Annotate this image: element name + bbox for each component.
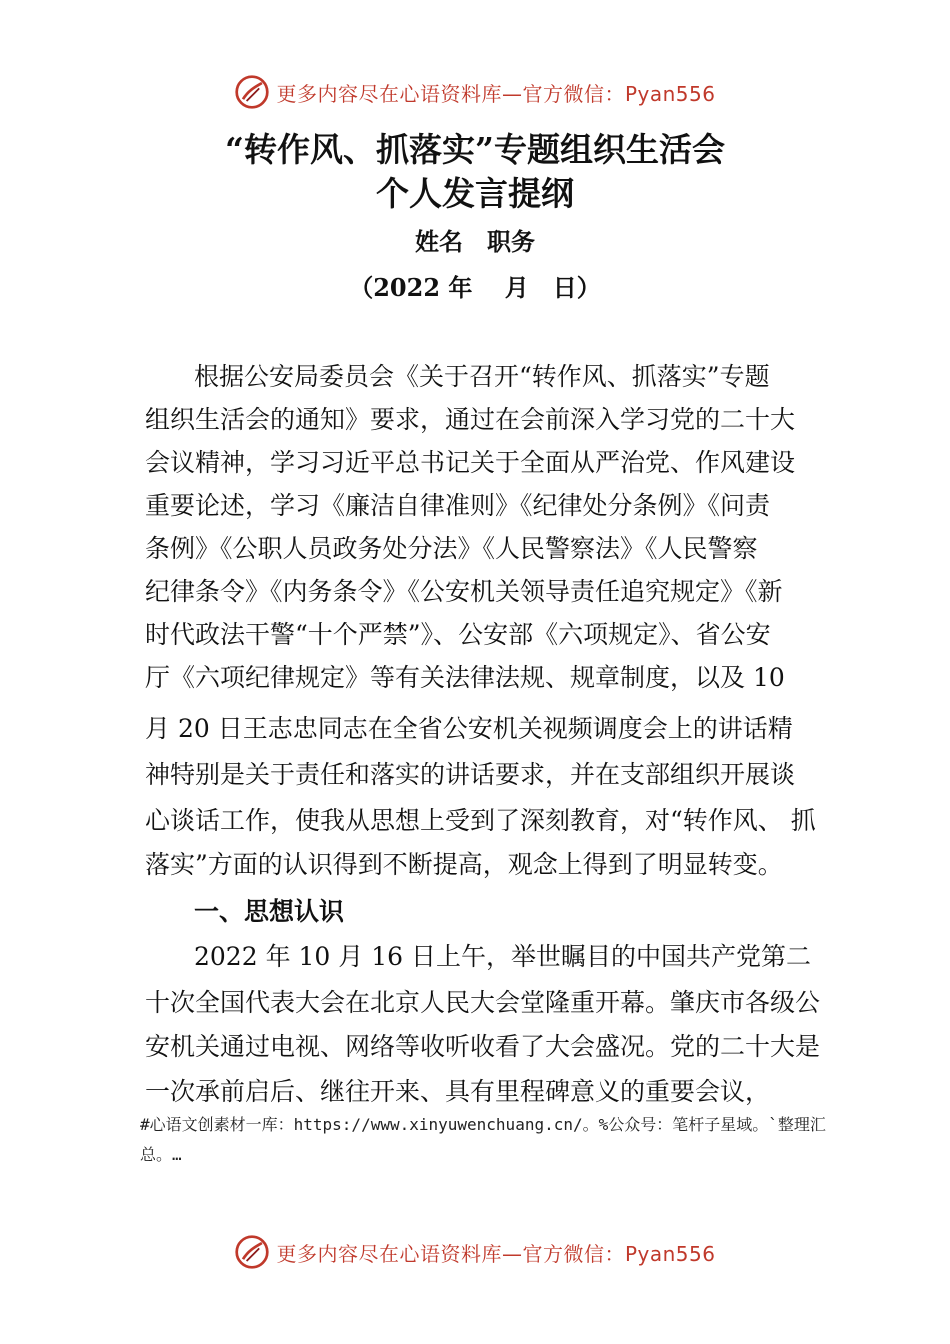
footer-watermark-banner [0, 1232, 950, 1272]
logo-icon [234, 74, 270, 110]
section-line: 十次全国代表大会在北京人民大会堂隆重开幕。肇庆市各级公 [145, 988, 821, 1017]
paragraph-line: 厅《六项纪律规定》等有关法律法规、规章制度，以及 10 [145, 663, 785, 692]
paragraph-line: 根据公安局委员会《关于召开“转作风、抓落实”专题 [194, 362, 770, 391]
paragraph-line: 重要论述，学习《廉洁自律准则》《纪律处分条例》《问责 [145, 491, 771, 520]
paragraph-line: 落实”方面的认识得到不断提高，观念上得到了明显转变。 [145, 850, 783, 879]
paragraph-line: 组织生活会的通知》要求，通过在会前深入学习党的二十大 [145, 405, 796, 434]
paragraph-line: 时代政法干警“十个严禁”》、公安部《六项规定》、省公安 [145, 620, 771, 649]
paragraph-line: 会议精神，学习习近平总书记关于全面从严治党、作风建设 [145, 448, 796, 477]
paragraph-line: 心谈话工作，使我从思想上受到了深刻教育，对“转作风、 抓 [145, 806, 816, 835]
footer-note-line-1: #心语文创素材一库：https://www.xinyuwenchuang.cn/。%公众号：笔杆子星域。`整理汇 [140, 1115, 826, 1134]
section-line: 一次承前启后、继往开来、具有里程碑意义的重要会议， [145, 1077, 771, 1106]
logo-icon [234, 1234, 270, 1270]
paragraph-line: 神特别是关于责任和落实的讲话要求，并在支部组织开展谈 [145, 760, 796, 789]
page-title-line-2: 个人发言提纲 [376, 174, 574, 213]
name-role-line: 姓名 职务 [415, 227, 535, 256]
section-line: 2022 年 10 月 16 日上午，举世瞩目的中国共产党第二 [194, 942, 811, 971]
page-title-line-1: “转作风、抓落实”专题组织生活会 [225, 130, 725, 169]
footer-note-line-2: 总。… [140, 1145, 182, 1164]
header-watermark-banner [0, 72, 950, 112]
banner-text: 更多内容尽在心语资料库—官方微信：Pyan556 [276, 1241, 716, 1266]
paragraph-line: 纪律条令》《内务条令》《公安机关领导责任追究规定》《新 [145, 577, 783, 606]
section-heading: 一、思想认识 [194, 897, 345, 926]
paragraph-line: 月 20 日王志忠同志在全省公安机关视频调度会上的讲话精 [145, 714, 793, 743]
banner-text: 更多内容尽在心语资料库—官方微信：Pyan556 [276, 81, 716, 106]
section-line: 安机关通过电视、网络等收听收看了大会盛况。党的二十大是 [145, 1032, 821, 1061]
date-line: （2022 年 月 日） [349, 273, 601, 302]
paragraph-line: 条例》《公职人员政务处分法》《人民警察法》《人民警察 [145, 534, 758, 563]
